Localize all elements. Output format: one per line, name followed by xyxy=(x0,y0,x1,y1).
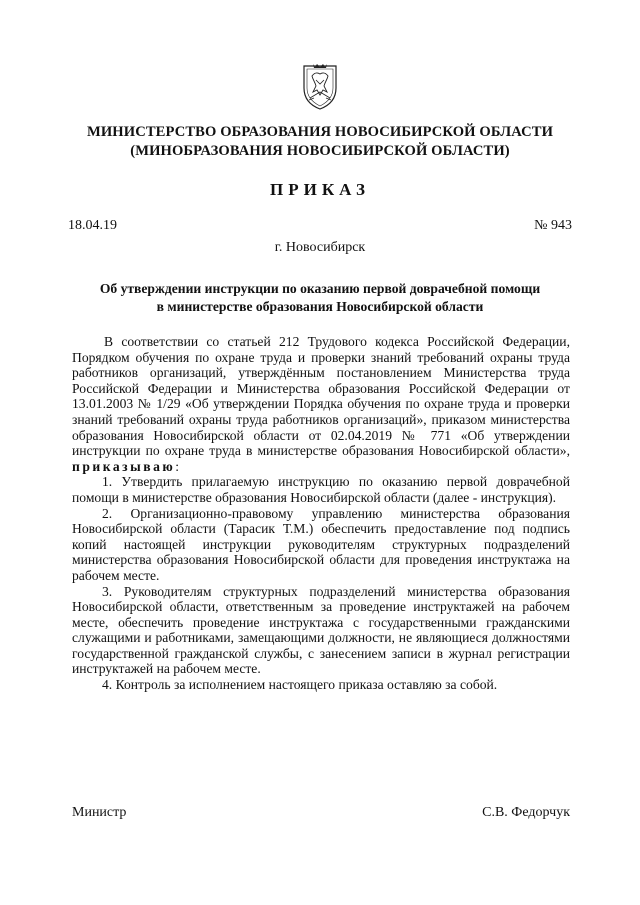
document-city: г. Новосибирск xyxy=(274,240,366,255)
document-number: № 943 xyxy=(534,218,572,233)
ministry-name-line1: МИНИСТЕРСТВО ОБРАЗОВАНИЯ НОВОСИБИРСКОЙ ОБЛАСТИ xyxy=(86,124,554,140)
preamble-text: В соответствии со статьей 212 Трудового кодекса Российской Федерации, Порядком обучения по охране труда и проверки знаний требований охраны труда работников организаций, утверждённым постановлением Министерства труда Российской Федерации и Министерства образования Российской Федерации от 13.01.2003 № 1/29 «Об утверждении Порядка обучения по охране труда и проверки знаний требований охраны труда работников организаций», приказом министерства образования Новосибирской области от 02.04.2019 № 771 «Об утверждении инструкции по охране труда в министерстве образования Новосибирской области», xyxy=(72,334,570,459)
document-type: ПРИКАЗ xyxy=(270,180,370,199)
subject-line1: Об утверждении инструкции по оказанию первой доврачебной помощи xyxy=(99,281,541,296)
subject-line2: в министерстве образования Новосибирской области xyxy=(156,299,484,314)
document-subject xyxy=(70,280,570,316)
preamble-paragraph xyxy=(72,334,570,474)
order-keyword: приказываю xyxy=(72,458,176,474)
document-body xyxy=(72,334,570,693)
signatory-title: Министр xyxy=(72,805,127,820)
order-keyword-colon: : xyxy=(175,458,180,474)
order-item-1: 1. Утвердить прилагаемую инструкцию по оказанию первой доврачебной помощи в министерстве образования Новосибирской области (далее - инструкция). xyxy=(72,474,570,505)
order-item-3: 3. Руководителям структурных подразделений министерства образования Новосибирской области, ответственным за проведение инструктажей на рабочем месте, обеспечить проведение инструктажа с государственными гражданскими служащими и работниками, замещающими должности, не являющиеся должностями государственной гражданской службы, с занесением записи в журнал регистрации инструктажей на рабочем месте. xyxy=(72,583,570,677)
ministry-name-line2: (МИНОБРАЗОВАНИЯ НОВОСИБИРСКОЙ ОБЛАСТИ) xyxy=(130,143,510,159)
ministry-name xyxy=(60,123,580,161)
coat-of-arms-icon xyxy=(300,62,340,110)
signatory-name: С.В. Федорчук xyxy=(482,805,570,820)
document-date: 18.04.19 xyxy=(68,218,117,233)
order-item-2: 2. Организационно-правовому управлению министерства образования Новосибирской области (Тарасик Т.М.) обеспечить предоставление под подпись копий настоящей инструкции руководителям структурных подразделений министерства образования Новосибирской области для проведения инструктажа на рабочем месте. xyxy=(72,505,570,583)
order-item-4: 4. Контроль за исполнением настоящего приказа оставляю за собой. xyxy=(102,677,498,693)
